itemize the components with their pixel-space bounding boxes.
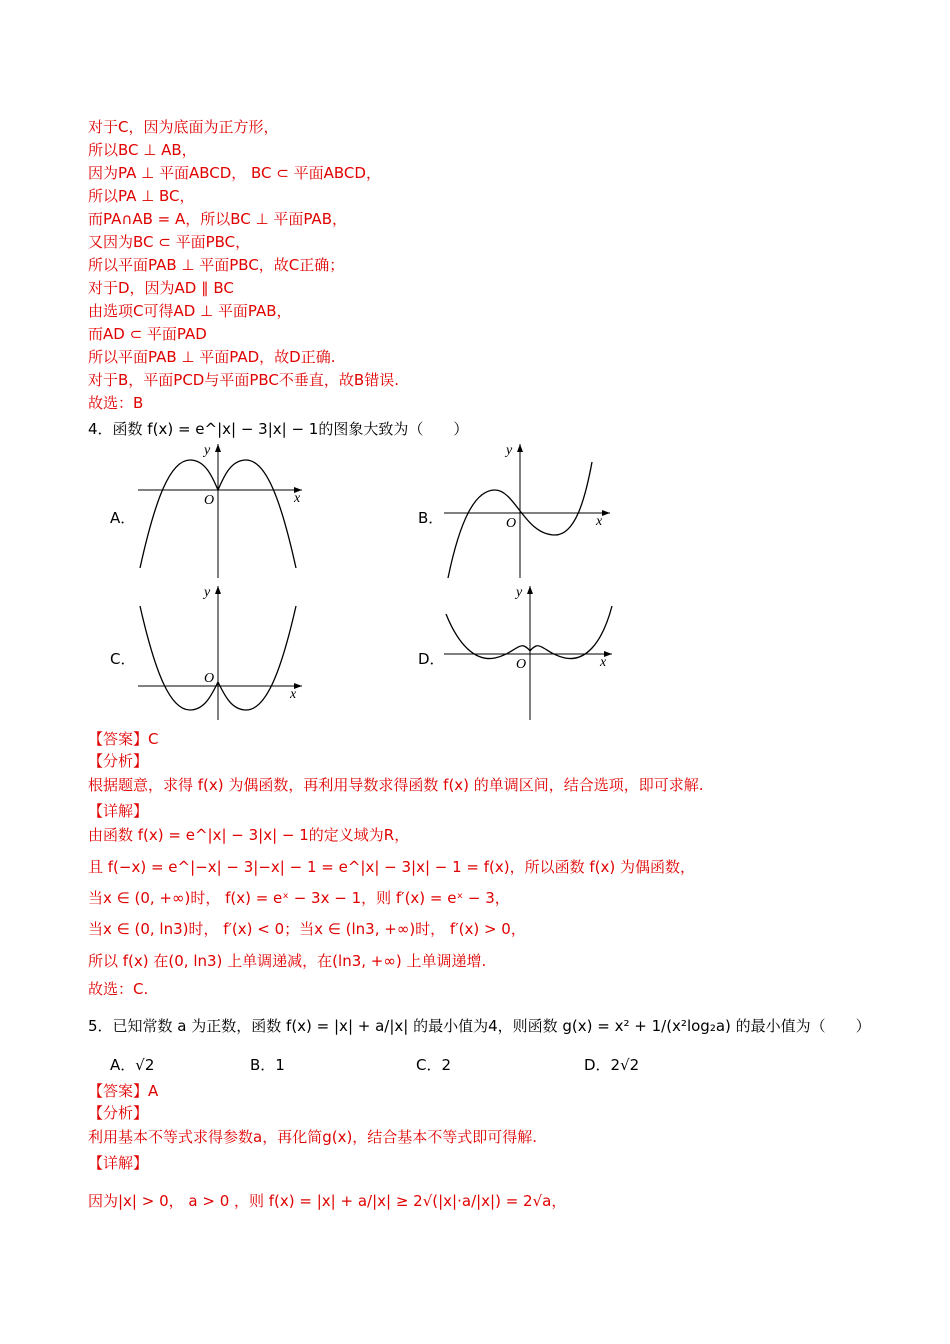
q4-final-answer: 故选：C. <box>88 980 149 998</box>
q4-stem: 4．函数 f(x) = e^|x| − 3|x| − 1的图象大致为（ ） <box>88 420 469 438</box>
x-label: x <box>294 491 301 506</box>
origin-label: O <box>204 671 215 686</box>
q3-solution-line: 而AD ⊂ 平面PAD <box>88 325 207 343</box>
q5-detail-title: 【详解】 <box>88 1154 149 1172</box>
q3-solution-line: 对于B，平面PCD与平面PBC不垂直，故B错误. <box>88 371 399 389</box>
q4-graph-c <box>130 582 310 722</box>
q5-stem: 5．已知常数 a 为正数，函数 f(x) = |x| + a/|x| 的最小值为4，则函数 g(x) = x² + 1/(x²log₂a) 的最小值为（ ） <box>88 1017 871 1035</box>
q3-solution-line: 因为PA ⊥ 平面ABCD， BC ⊂ 平面ABCD， <box>88 164 381 182</box>
q3-solution-line: 所以平面PAB ⊥ 平面PAD，故D正确. <box>88 348 336 366</box>
q4-answer: 【答案】C <box>88 730 159 748</box>
q3-solution-line: 对于D，因为AD ∥ BC <box>88 279 234 297</box>
y-label: y <box>506 443 513 458</box>
q4-analysis-title: 【分析】 <box>88 752 149 770</box>
y-axis-arrow <box>517 444 523 452</box>
x-label: x <box>596 514 603 529</box>
origin-label: O <box>204 493 215 508</box>
q3-solution-line: 又因为BC ⊂ 平面PBC， <box>88 233 251 251</box>
q4-option-b-label: B． <box>418 509 444 527</box>
q5-analysis: 利用基本不等式求得参数a，再化简g(x)，结合基本不等式即可得解. <box>88 1128 538 1146</box>
q4-graph-b <box>440 440 620 580</box>
q5-detail-line: 因为|x| > 0， a > 0 ，则 f(x) = |x| + a/|x| ≥ 2√(|x|·a/|x|) = 2√a， <box>88 1192 567 1210</box>
q4-detail-line: 所以 f(x) 在(0, ln3) 上单调递减，在(ln3, +∞) 上单调递增. <box>88 952 487 970</box>
q4-detail-line: 当x ∈ (0, ln3)时， f′(x) < 0；当x ∈ (ln3, +∞)时， f′(x) > 0， <box>88 920 526 938</box>
x-label: x <box>290 687 297 702</box>
q4-analysis: 根据题意，求得 f(x) 为偶函数，再利用导数求得函数 f(x) 的单调区间，结合选项，即可求解. <box>88 776 704 794</box>
q4-detail-line: 由函数 f(x) = e^|x| − 3|x| − 1的定义域为R， <box>88 826 410 844</box>
q4-detail-line: 当x ∈ (0, +∞)时， f(x) = eˣ − 3x − 1，则 f′(x) = eˣ − 3， <box>88 889 510 907</box>
q3-solution-line: 所以BC ⊥ AB， <box>88 141 197 159</box>
y-label: y <box>204 443 211 458</box>
x-axis-arrow <box>602 510 610 516</box>
q5-option-b: B．1 <box>250 1056 285 1074</box>
q5-option-c: C．2 <box>416 1056 452 1074</box>
q4-option-a-label: A． <box>110 509 136 527</box>
y-label: y <box>204 585 211 600</box>
y-axis-arrow <box>215 444 221 452</box>
y-axis-arrow <box>527 586 533 594</box>
q5-option-a: A．√2 <box>110 1056 155 1074</box>
q4-detail-line: 且 f(−x) = e^|−x| − 3|−x| − 1 = e^|x| − 3|x| − 1 = f(x)，所以函数 f(x) 为偶函数， <box>88 858 696 876</box>
q3-solution-line: 所以PA ⊥ BC， <box>88 187 195 205</box>
origin-label: O <box>506 516 517 531</box>
q3-solution-line: 对于C，因为底面为正方形， <box>88 118 279 136</box>
curve <box>446 606 612 659</box>
q4-detail-title: 【详解】 <box>88 802 149 820</box>
q5-answer: 【答案】A <box>88 1082 159 1100</box>
q4-graph-a <box>130 440 310 580</box>
x-label: x <box>600 655 607 670</box>
q4-option-c-label: C． <box>110 650 136 668</box>
q5-analysis-title: 【分析】 <box>88 1104 149 1122</box>
q3-solution-line: 所以平面PAB ⊥ 平面PBC，故C正确； <box>88 256 345 274</box>
q5-option-d: D．2√2 <box>584 1056 640 1074</box>
q3-solution-line: 而PA∩AB = A，所以BC ⊥ 平面PAB， <box>88 210 347 228</box>
q4-graph-d <box>440 582 620 722</box>
q4-option-d-label: D． <box>418 650 445 668</box>
origin-label: O <box>516 657 527 672</box>
y-label: y <box>516 585 523 600</box>
y-axis-arrow <box>215 586 221 594</box>
q3-solution-line: 由选项C可得AD ⊥ 平面PAB， <box>88 302 292 320</box>
q3-final-answer: 故选：B <box>88 394 144 412</box>
